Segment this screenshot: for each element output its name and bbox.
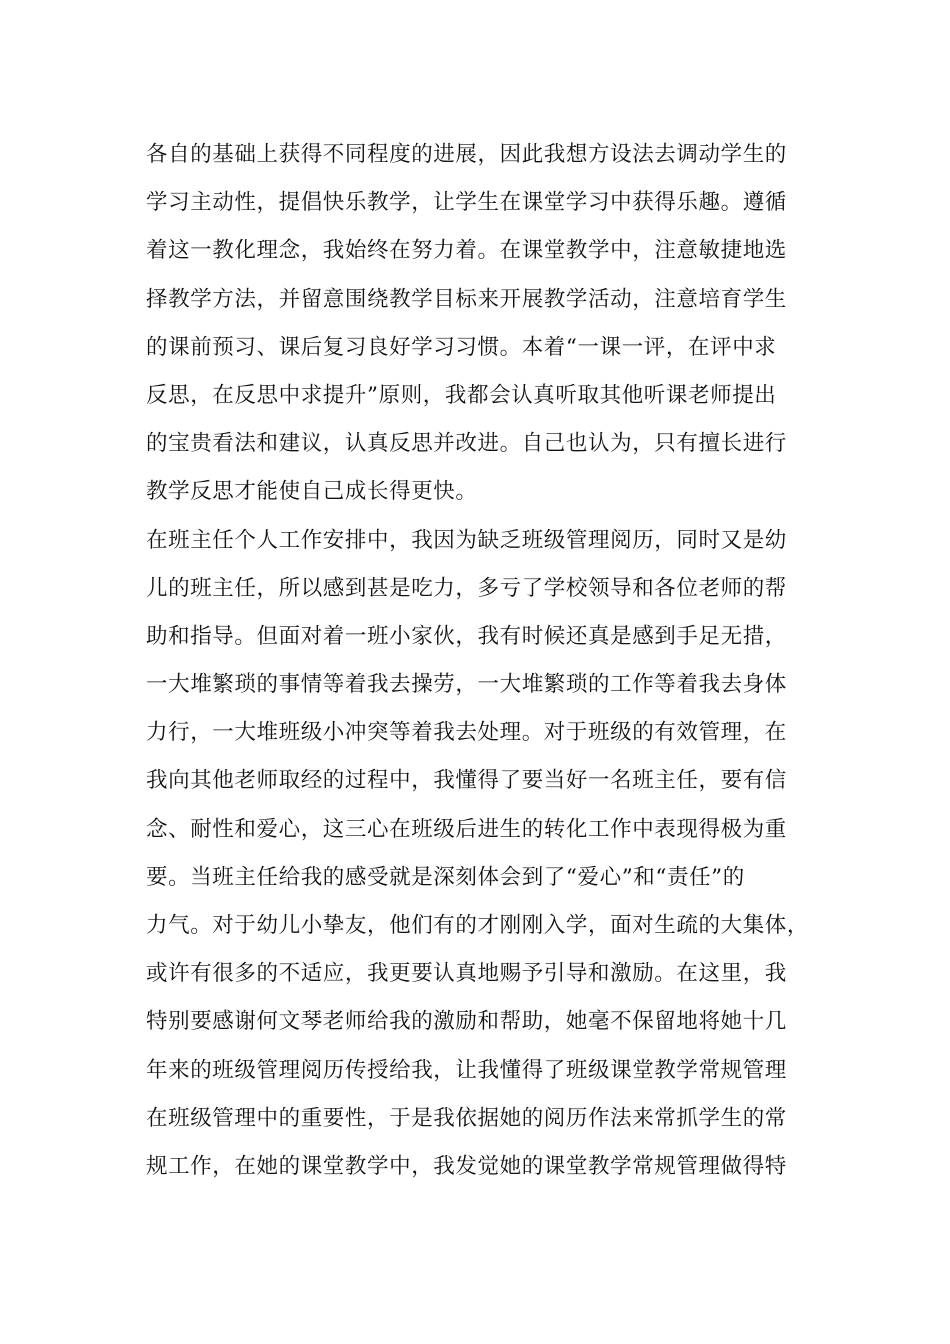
text-line-4: 择教学方法，并留意围绕教学目标来开展教学活动，注意培育学生 [146,286,787,312]
text-line-12: 一大堆繁琐的事情等着我去操劳，一大堆繁琐的工作等着我去身体 [146,672,787,698]
text-line-10: 儿的班主任，所以感到甚是吃力，多亏了学校领导和各位老师的帮 [146,575,787,601]
text-line-19: 特别要感谢何文琴老师给我的激励和帮助，她毫不保留地将她十几 [146,1009,787,1035]
text-line-21: 在班级管理中的重要性，于是我依据她的阅历作法来常抓学生的常 [146,1105,787,1131]
text-line-22: 规工作，在她的课堂教学中，我发觉她的课堂教学常规管理做得特 [146,1153,787,1179]
text-line-3: 着这一教化理念，我始终在努力着。在课堂教学中，注意敏捷地选 [146,238,787,264]
text-line-17: 力气。对于幼儿小挚友，他们有的才刚刚入学，面对生疏的大集体， [146,913,810,938]
text-line-15: 念、耐性和爱心，这三心在班级后进生的转化工作中表现得极为重 [146,816,787,842]
text-line-11: 助和指导。但面对着一班小家伙，我有时候还真是感到手足无措， [146,623,787,649]
text-line-14: 我向其他老师取经的过程中，我懂得了要当好一名班主任，要有信 [146,768,787,794]
text-line-16: 要。当班主任给我的感受就是深刻体会到了“爱心”和“责任”的 [146,864,745,890]
text-line-1: 各自的基础上获得不同程度的进展，因此我想方设法去调动学生的 [146,142,787,167]
text-line-20: 年来的班级管理阅历传授给我，让我懂得了班级课堂教学常规管理 [146,1057,787,1083]
text-line-5: 的课前预习、课后复习良好学习习惯。本着“一课一评，在评中求 [146,334,777,360]
text-line-2: 学习主动性，提倡快乐教学，让学生在课堂学习中获得乐趣。遵循 [146,190,787,216]
text-line-8: 教学反思才能使自己成长得更快。 [146,479,478,505]
body-text [146,131,836,1191]
text-line-9: 在班主任个人工作安排中，我因为缺乏班级管理阅历，同时又是幼 [146,527,787,553]
text-line-7: 的宝贵看法和建议，认真反思并改进。自己也认为，只有擅长进行 [146,431,787,457]
text-line-18: 或许有很多的不适应，我更要认真地赐予引导和激励。在这里，我 [146,961,787,987]
text-line-6: 反思，在反思中求提升”原则，我都会认真听取其他听课老师提出 [146,382,777,408]
text-line-13: 力行，一大堆班级小冲突等着我去处理。对于班级的有效管理，在 [146,720,787,746]
